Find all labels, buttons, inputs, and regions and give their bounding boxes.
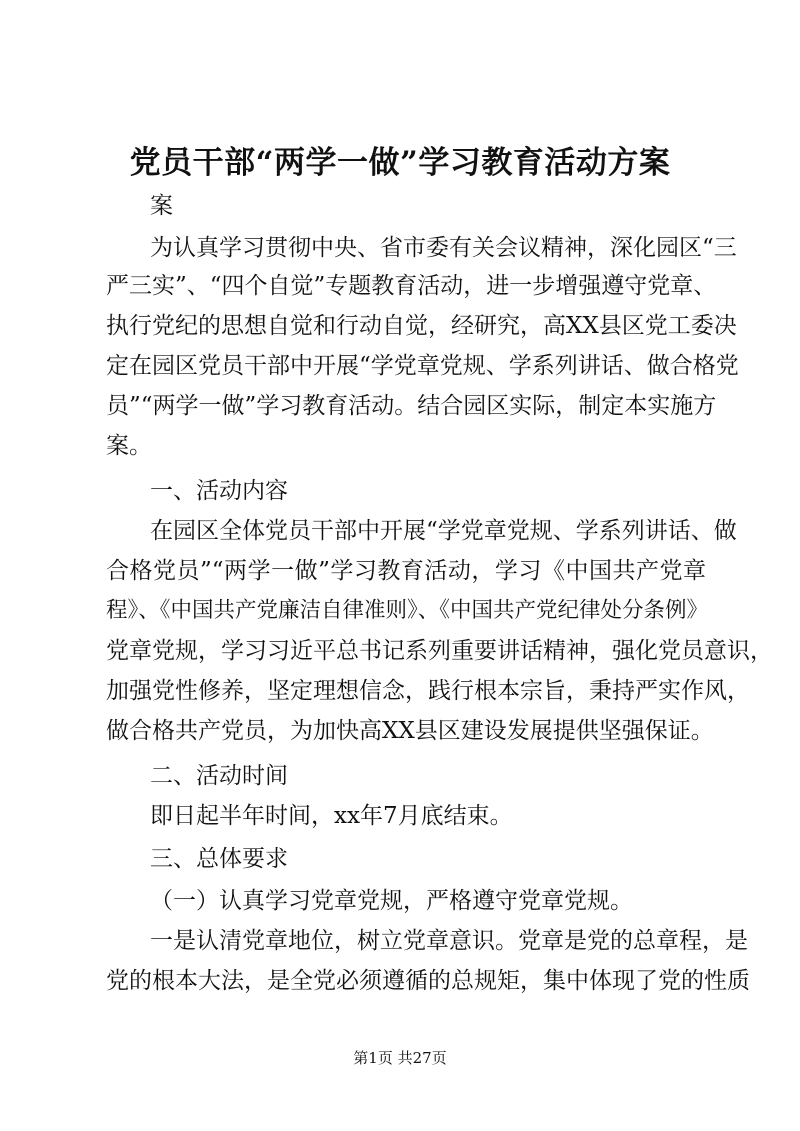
section-heading: 三、总体要求: [150, 846, 288, 872]
text-line: 党章党规，学习习近平总书记系列重要讲话精神，强化党员意识，: [106, 638, 773, 664]
subsection-heading: （一）认真学习党章党规，严格遵守党章党规。: [150, 888, 633, 914]
text-line: 加强党性修养，坚定理想信念，践行根本宗旨，秉持严实作风，: [106, 678, 750, 704]
text-line: 即日起半年时间，xx年7月底结束。: [150, 803, 513, 829]
text-line: 一是认清党章地位，树立党章意识。党章是党的总章程，是: [150, 928, 748, 954]
document-title: 党员干部“两学一做”学习教育活动方案: [129, 145, 671, 181]
section-heading: 二、活动时间: [150, 763, 288, 789]
text-line: 案。: [106, 433, 152, 459]
text-line: 案: [150, 193, 173, 219]
text-line: 员”“两学一做”学习教育活动。结合园区实际，制定本实施方: [106, 393, 717, 419]
text-line: 严三实”、“四个自觉”专题教育活动，进一步增强遵守党章、: [106, 273, 717, 299]
text-line: 程》、《中国共产党廉洁自律准则》、《中国共产党纪律处分条例》: [106, 598, 709, 623]
text-line: 合格党员”“两学一做”学习教育活动，学习《中国共产党章: [106, 558, 706, 584]
text-line: 做合格共产党员，为加快高XX县区建设发展提供坚强保证。: [106, 718, 714, 744]
text-line: 为认真学习贯彻中央、省市委有关会议精神，深化园区“三: [150, 235, 737, 261]
page-footer: 第1页 共27页: [353, 1049, 447, 1067]
text-line: 定在园区党员干部中开展“学党章党规、学系列讲话、做合格党: [106, 353, 739, 379]
text-line: 在园区全体党员干部中开展“学党章党规、学系列讲话、做: [150, 518, 737, 544]
section-heading: 一、活动内容: [150, 478, 288, 504]
text-line: 党的根本大法，是全党必须遵循的总规矩，集中体现了党的性质: [106, 968, 750, 994]
text-line: 执行党纪的思想自觉和行动自觉，经研究，高XX县区党工委决: [106, 313, 737, 339]
